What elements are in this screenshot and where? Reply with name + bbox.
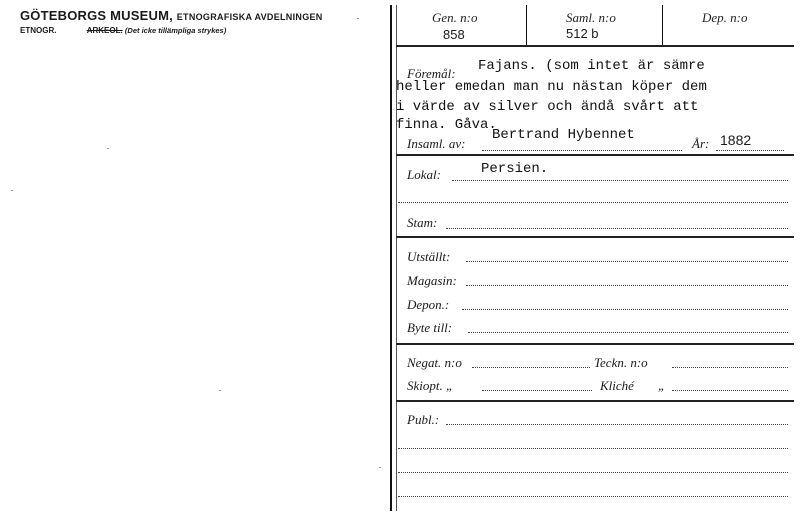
publ-dotline-4 bbox=[398, 496, 788, 497]
depon-label: Depon.: bbox=[407, 297, 450, 312]
dep-label: Dep. n:o bbox=[702, 10, 748, 25]
byte-dotline bbox=[468, 332, 788, 333]
section-rule bbox=[396, 154, 794, 156]
scan-speck bbox=[11, 190, 13, 191]
card-left-border bbox=[390, 5, 392, 511]
teckn-dotline bbox=[672, 367, 788, 368]
scan-speck bbox=[379, 467, 381, 468]
skiopt-dotline bbox=[482, 390, 592, 391]
gen-value: 858 bbox=[443, 27, 465, 42]
insaml-label: Insaml. av: bbox=[407, 136, 466, 151]
insaml-dotline bbox=[482, 150, 682, 151]
header-rule bbox=[396, 45, 794, 47]
ar-label: År: bbox=[692, 136, 710, 151]
department-code: ETNOGR. bbox=[20, 26, 57, 35]
museum-name: GÖTEBORGS MUSEUM, bbox=[20, 8, 173, 23]
skiopt-label: Skiopt. „ bbox=[407, 378, 454, 393]
magasin-dotline bbox=[466, 285, 788, 286]
byte-label: Byte till: bbox=[407, 320, 453, 335]
foremal-line-3: i värde av silver och ändå svårt att bbox=[396, 99, 699, 115]
ar-value: 1882 bbox=[720, 132, 752, 148]
saml-label: Saml. n:o bbox=[566, 10, 616, 25]
insaml-value: Bertrand Hybennet bbox=[492, 127, 635, 143]
gen-label: Gen. n:o bbox=[432, 10, 478, 25]
teckn-label: Teckn. n:o bbox=[594, 355, 648, 370]
scan-speck bbox=[357, 18, 359, 19]
stam-dotline bbox=[446, 228, 788, 229]
foremal-line-2: heller emedan man nu nästan köper dem bbox=[396, 79, 707, 95]
section-rule bbox=[396, 343, 794, 345]
publ-dotline-3 bbox=[398, 472, 788, 473]
section-rule bbox=[396, 400, 794, 402]
scan-speck bbox=[107, 148, 109, 149]
box-divider bbox=[526, 5, 527, 45]
publ-dotline bbox=[446, 424, 788, 425]
strike-note: (Det icke tillämpliga strykes) bbox=[124, 26, 227, 35]
negat-dotline bbox=[472, 367, 590, 368]
foremal-line-1: Fajans. (som intet är sämre bbox=[478, 58, 705, 74]
stam-label: Stam: bbox=[407, 215, 438, 230]
museum-header bbox=[20, 8, 323, 23]
struck-code: ARKEOL. bbox=[86, 26, 123, 35]
lokal-dotline bbox=[452, 180, 788, 181]
utstallt-label: Utställt: bbox=[407, 249, 451, 264]
publ-label: Publ.: bbox=[407, 412, 440, 427]
department-code-line bbox=[20, 26, 226, 35]
kliche-label: Kliché bbox=[600, 378, 634, 393]
kliche-dotline bbox=[672, 390, 788, 391]
magasin-label: Magasin: bbox=[407, 273, 457, 288]
lokal-label: Lokal: bbox=[407, 167, 441, 182]
lokal-dotline-2 bbox=[398, 202, 788, 203]
department-name: ETNOGRAFISKA AVDELNINGEN bbox=[176, 12, 323, 22]
utstallt-dotline bbox=[466, 261, 788, 262]
negat-label: Negat. n:o bbox=[407, 355, 462, 370]
scan-speck bbox=[219, 390, 221, 391]
publ-dotline-2 bbox=[398, 448, 788, 449]
section-rule bbox=[396, 236, 794, 238]
foremal-label: Föremål: bbox=[407, 66, 456, 81]
lokal-value: Persien. bbox=[481, 161, 549, 177]
ar-dotline bbox=[716, 150, 784, 151]
depon-dotline bbox=[462, 309, 788, 310]
kliche-quote: „ bbox=[658, 378, 666, 393]
foremal-line-4: finna. Gåva. bbox=[396, 117, 497, 133]
saml-value: 512 b bbox=[566, 26, 599, 41]
box-divider bbox=[662, 5, 663, 45]
